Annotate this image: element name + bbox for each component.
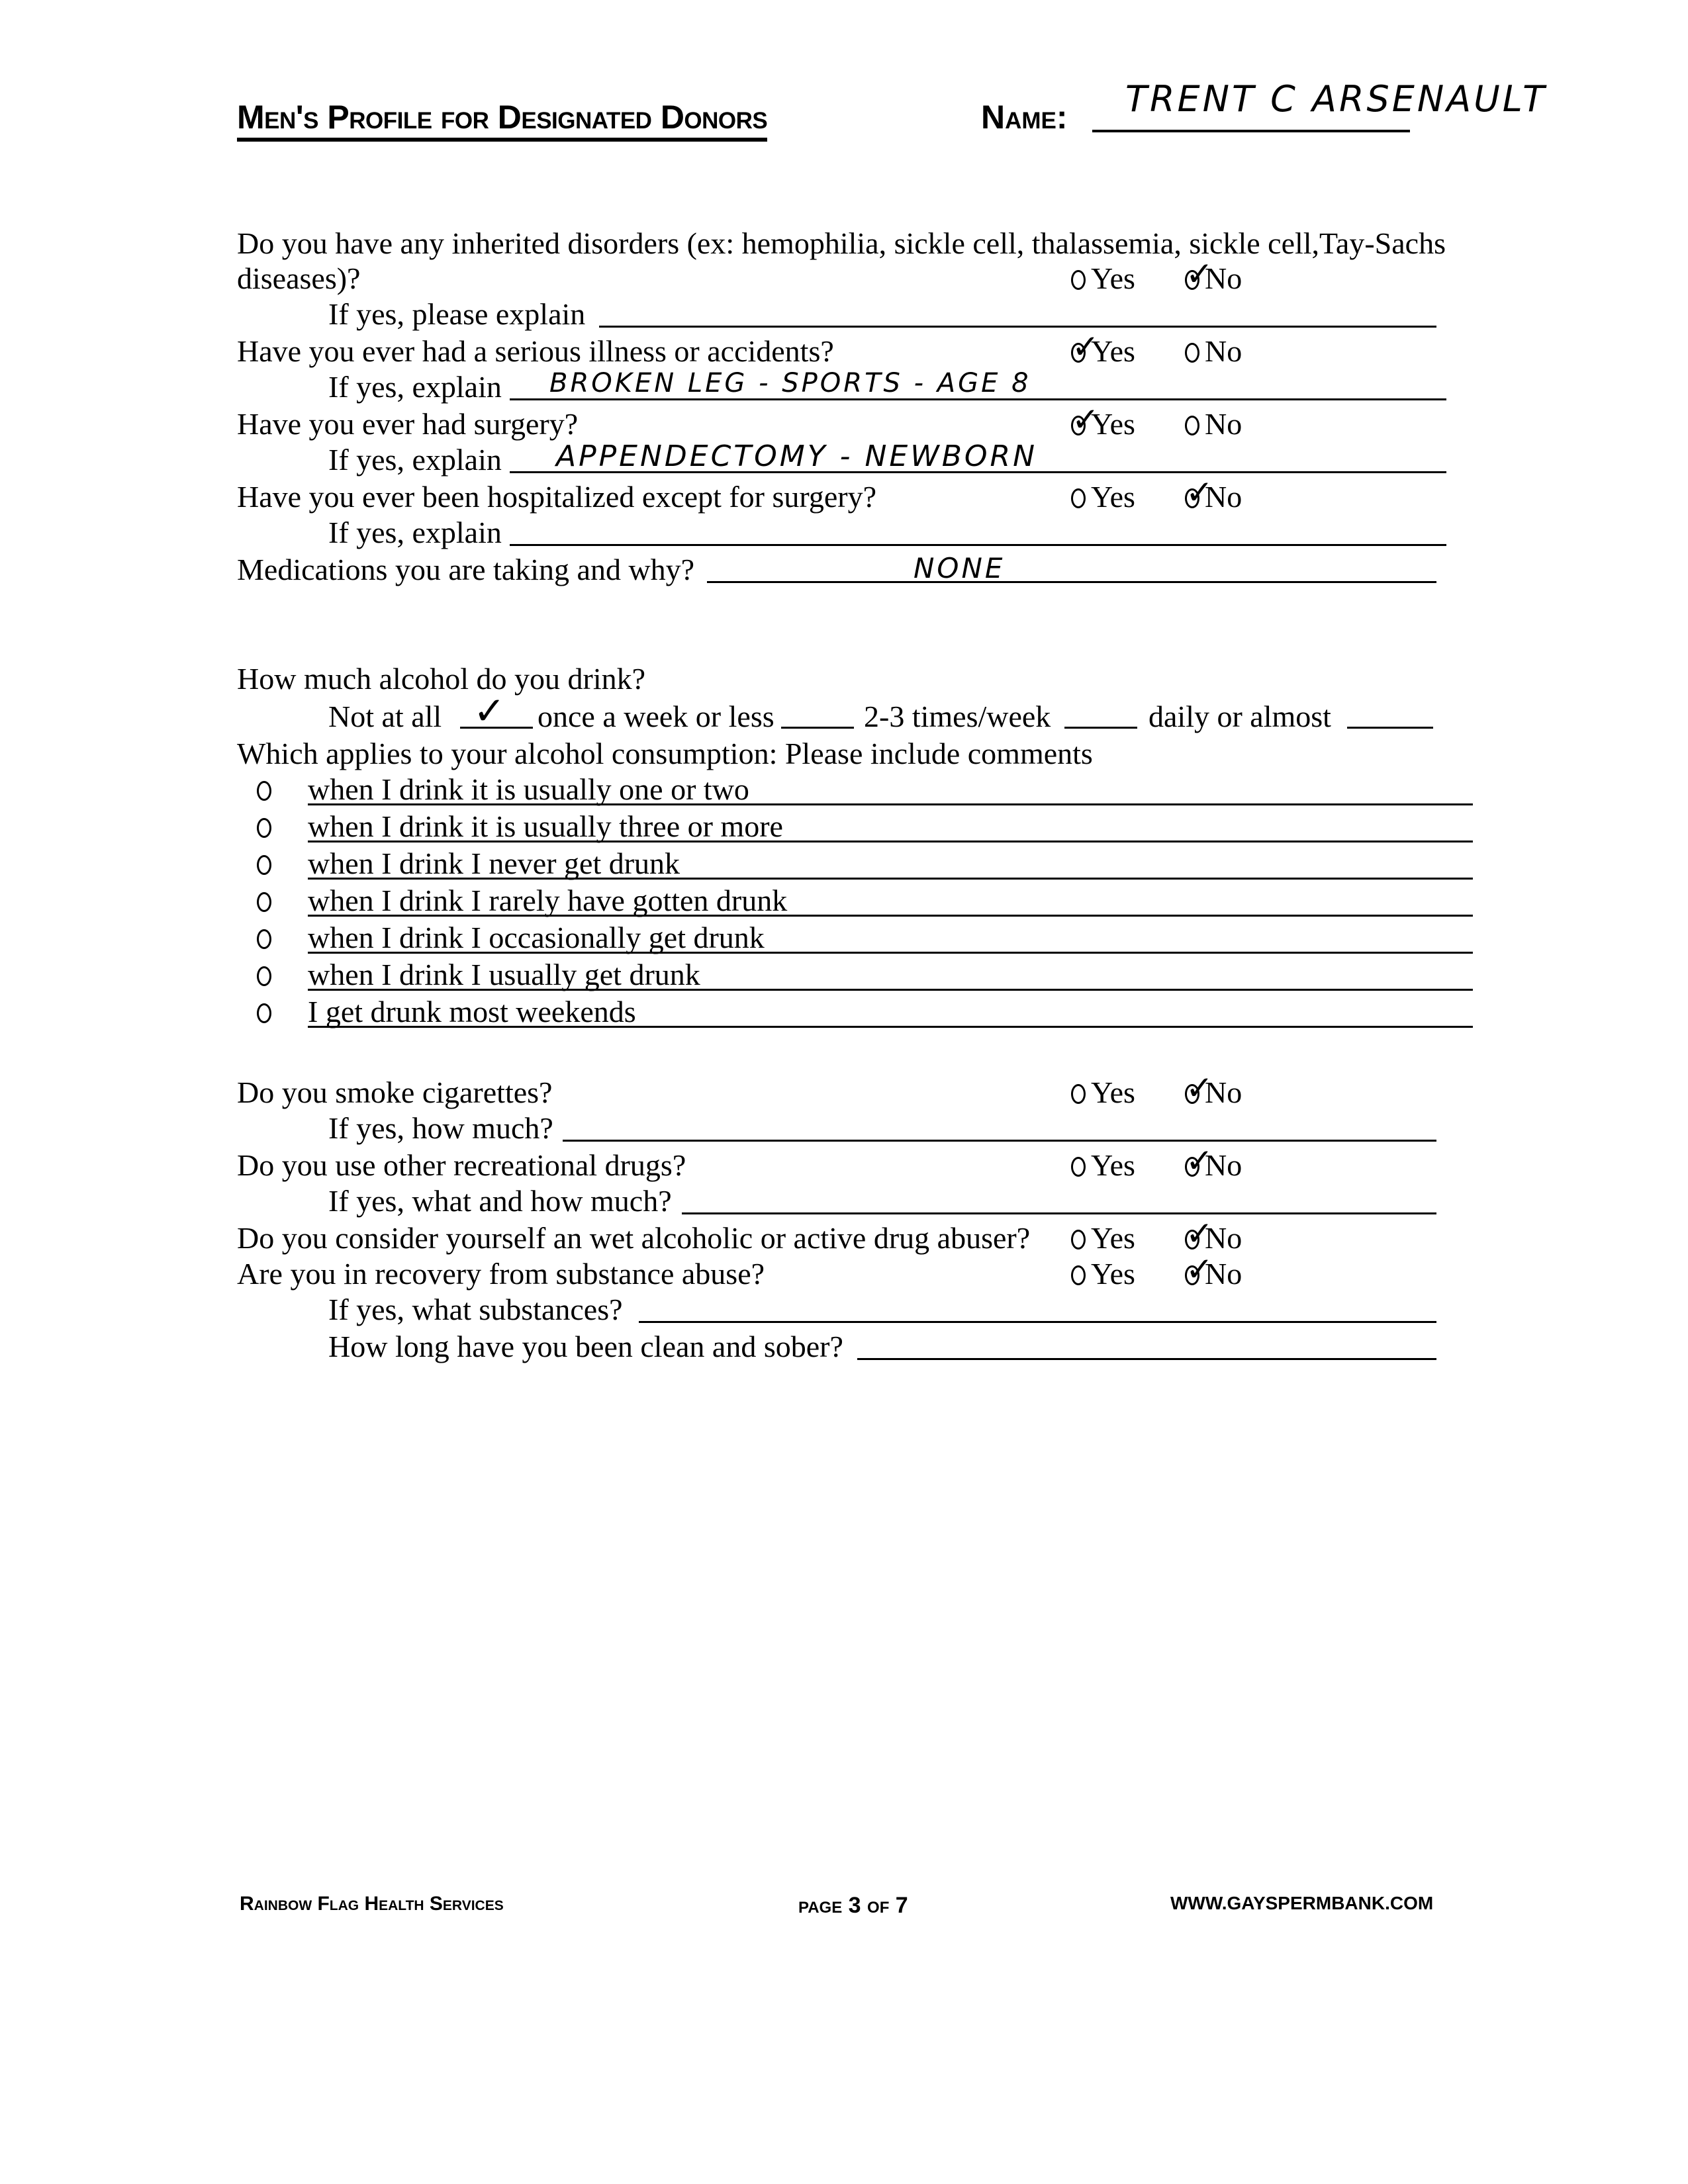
q-surgery-no[interactable] xyxy=(1185,409,1242,439)
q-hospitalized-answer-line[interactable] xyxy=(510,544,1446,546)
radio-checked-icon xyxy=(1185,1142,1213,1180)
alcohol-comment-line[interactable] xyxy=(308,1026,1473,1028)
q-drugs-answer-line[interactable] xyxy=(682,1212,1436,1214)
alcohol-comment-line[interactable] xyxy=(308,841,1473,842)
alcohol-freq-not-at-all: Not at all xyxy=(328,700,442,733)
alcohol-option-label: when I drink I rarely have gotten drunk xyxy=(308,884,788,917)
alcohol-freq-daily-line[interactable] xyxy=(1347,727,1433,729)
q-drugs-no[interactable] xyxy=(1185,1142,1243,1182)
alcohol-option-label: when I drink I usually get drunk xyxy=(308,958,700,991)
q-inherited-line2: diseases)? xyxy=(237,261,361,295)
q-abuser-no[interactable] xyxy=(1185,1214,1243,1255)
alcohol-option[interactable] xyxy=(257,960,277,990)
radio-icon xyxy=(257,818,271,838)
form-title: Men's Profile for Designated Donors xyxy=(237,98,767,142)
radio-checked-icon xyxy=(1185,1214,1213,1253)
alcohol-option-label: I get drunk most weekends xyxy=(308,995,636,1028)
alcohol-freq-daily: daily or almost xyxy=(1149,700,1331,733)
q-smoke-no[interactable] xyxy=(1185,1069,1243,1109)
checkmark-icon: ✓ xyxy=(1186,255,1213,293)
q-drugs-yes[interactable] xyxy=(1071,1150,1135,1181)
q-illness-follow: If yes, explain xyxy=(328,370,502,404)
alcohol-option[interactable] xyxy=(257,923,277,953)
q-inherited-no[interactable] xyxy=(1185,255,1243,295)
q-surgery-yes[interactable] xyxy=(1071,400,1135,441)
no-label: No xyxy=(1205,407,1243,441)
radio-checked-icon xyxy=(1185,473,1213,512)
radio-checked-icon xyxy=(1071,328,1100,366)
radio-icon xyxy=(1071,1265,1086,1285)
checkmark-icon: ✓ xyxy=(1072,400,1100,439)
q-hospitalized-follow: If yes, explain xyxy=(328,516,502,549)
checkmark-icon: ✓ xyxy=(1186,1214,1213,1253)
alcohol-freq-2-3-line[interactable] xyxy=(1064,727,1137,729)
q-recovery-yes[interactable] xyxy=(1071,1259,1135,1289)
q-recovery-substances-line[interactable] xyxy=(639,1321,1436,1323)
alcohol-option-label: when I drink I occasionally get drunk xyxy=(308,921,765,954)
checkmark-icon: ✓ xyxy=(1186,473,1213,512)
q-surgery-follow: If yes, explain xyxy=(328,443,502,477)
radio-icon xyxy=(257,781,271,801)
alcohol-which: Which applies to your alcohol consumption: Please include comments xyxy=(237,737,1093,770)
q-recovery: Are you in recovery from substance abuse? xyxy=(237,1257,765,1291)
no-label: No xyxy=(1205,1075,1243,1109)
radio-checked-icon xyxy=(1185,255,1213,293)
q-abuser: Do you consider yourself an wet alcoholic or active drug abuser? xyxy=(237,1221,1031,1255)
checkmark-icon: ✓ xyxy=(1072,328,1100,366)
q-illness-answer[interactable]: BROKEN LEG - SPORTS - AGE 8 xyxy=(549,368,1031,398)
radio-icon xyxy=(257,929,271,949)
q-recovery-follow1: If yes, what substances? xyxy=(328,1293,623,1326)
q-surgery: Have you ever had surgery? xyxy=(237,407,579,441)
checkmark-icon: ✓ xyxy=(473,688,506,733)
alcohol-comment-line[interactable] xyxy=(308,878,1473,880)
q-hospitalized-yes[interactable] xyxy=(1071,482,1135,512)
q-smoke-yes[interactable] xyxy=(1071,1077,1135,1108)
q-illness-no[interactable] xyxy=(1185,336,1242,367)
yes-label: Yes xyxy=(1091,480,1135,514)
alcohol-option[interactable] xyxy=(257,848,277,879)
checkmark-icon: ✓ xyxy=(1186,1069,1213,1107)
radio-checked-icon xyxy=(1185,1250,1213,1289)
no-label: No xyxy=(1205,261,1243,295)
name-value[interactable]: TRENT C ARSENAULT xyxy=(1125,78,1548,120)
q-drugs: Do you use other recreational drugs? xyxy=(237,1148,686,1182)
radio-icon xyxy=(1071,270,1086,290)
q-recovery-follow2: How long have you been clean and sober? xyxy=(328,1330,843,1363)
no-label: No xyxy=(1205,1148,1243,1182)
q-inherited-line1: Do you have any inherited disorders (ex: hemophilia, sickle cell, thalassemia, sickle cell,Tay-Sachs xyxy=(237,226,1446,260)
radio-icon xyxy=(257,892,271,912)
radio-icon xyxy=(257,855,271,875)
yes-label: Yes xyxy=(1091,1148,1135,1182)
alcohol-freq-weekly: once a week or less xyxy=(538,700,774,733)
alcohol-option[interactable] xyxy=(257,997,277,1027)
radio-icon xyxy=(257,966,271,986)
alcohol-comment-line[interactable] xyxy=(308,803,1473,805)
q-recovery-duration-line[interactable] xyxy=(857,1358,1436,1360)
q-medications-answer[interactable]: NONE xyxy=(914,552,1006,584)
footer-org: Rainbow Flag Health Services xyxy=(240,1893,504,1915)
name-field-line[interactable] xyxy=(1092,130,1410,132)
alcohol-comment-line[interactable] xyxy=(308,952,1473,954)
alcohol-option-label: when I drink it is usually one or two xyxy=(308,772,749,806)
q-drugs-follow: If yes, what and how much? xyxy=(328,1184,672,1218)
alcohol-option-label: when I drink I never get drunk xyxy=(308,846,680,880)
q-illness-yes[interactable] xyxy=(1071,328,1135,368)
checkmark-icon: ✓ xyxy=(1186,1142,1213,1180)
no-label: No xyxy=(1205,480,1243,514)
yes-label: Yes xyxy=(1091,1221,1135,1255)
q-inherited-follow: If yes, please explain xyxy=(328,297,586,331)
alcohol-comment-line[interactable] xyxy=(308,915,1473,917)
radio-icon xyxy=(257,1003,271,1023)
radio-icon xyxy=(1185,343,1199,363)
q-smoke-answer-line[interactable] xyxy=(563,1140,1436,1142)
q-alcohol: How much alcohol do you drink? xyxy=(237,662,646,696)
radio-checked-icon xyxy=(1185,1069,1213,1107)
yes-label: Yes xyxy=(1091,1257,1135,1291)
radio-icon xyxy=(1071,1230,1086,1250)
q-illness: Have you ever had a serious illness or accidents? xyxy=(237,334,834,368)
alcohol-freq-2-3: 2-3 times/week xyxy=(864,700,1051,733)
yes-label: Yes xyxy=(1091,261,1135,295)
yes-label: Yes xyxy=(1091,407,1135,441)
alcohol-freq-weekly-line[interactable] xyxy=(781,727,854,729)
yes-label: Yes xyxy=(1091,1075,1135,1109)
alcohol-option[interactable] xyxy=(257,886,277,916)
q-surgery-answer[interactable]: APPENDECTOMY - NEWBORN xyxy=(556,439,1038,473)
q-hospitalized: Have you ever been hospitalized except for surgery? xyxy=(237,480,877,514)
radio-icon xyxy=(1071,488,1086,508)
q-medications: Medications you are taking and why? xyxy=(237,553,695,586)
footer-page: page 3 of 7 xyxy=(798,1893,908,1918)
no-label: No xyxy=(1205,334,1243,368)
q-recovery-no[interactable] xyxy=(1185,1250,1243,1291)
no-label: No xyxy=(1205,1257,1243,1291)
radio-icon xyxy=(1071,1084,1086,1104)
q-inherited-answer-line[interactable] xyxy=(599,326,1436,328)
alcohol-comment-line[interactable] xyxy=(308,989,1473,991)
q-smoke: Do you smoke cigarettes? xyxy=(237,1075,553,1109)
q-abuser-yes[interactable] xyxy=(1071,1223,1135,1253)
yes-label: Yes xyxy=(1091,334,1135,368)
alcohol-option[interactable] xyxy=(257,774,277,805)
q-smoke-follow: If yes, how much? xyxy=(328,1111,553,1145)
radio-checked-icon xyxy=(1071,400,1100,439)
alcohol-option-label: when I drink it is usually three or more xyxy=(308,809,783,843)
radio-icon xyxy=(1071,1157,1086,1177)
q-illness-answer-line[interactable] xyxy=(510,398,1446,400)
name-label: Name: xyxy=(981,99,1068,136)
radio-icon xyxy=(1185,416,1199,435)
q-hospitalized-no[interactable] xyxy=(1185,473,1243,514)
footer-url[interactable]: WWW.GAYSPERMBANK.COM xyxy=(1170,1893,1434,1913)
alcohol-option[interactable] xyxy=(257,811,277,842)
no-label: No xyxy=(1205,1221,1243,1255)
q-inherited-yes[interactable] xyxy=(1071,263,1135,294)
checkmark-icon: ✓ xyxy=(1186,1250,1213,1289)
q-medications-answer-line[interactable] xyxy=(707,581,1436,583)
